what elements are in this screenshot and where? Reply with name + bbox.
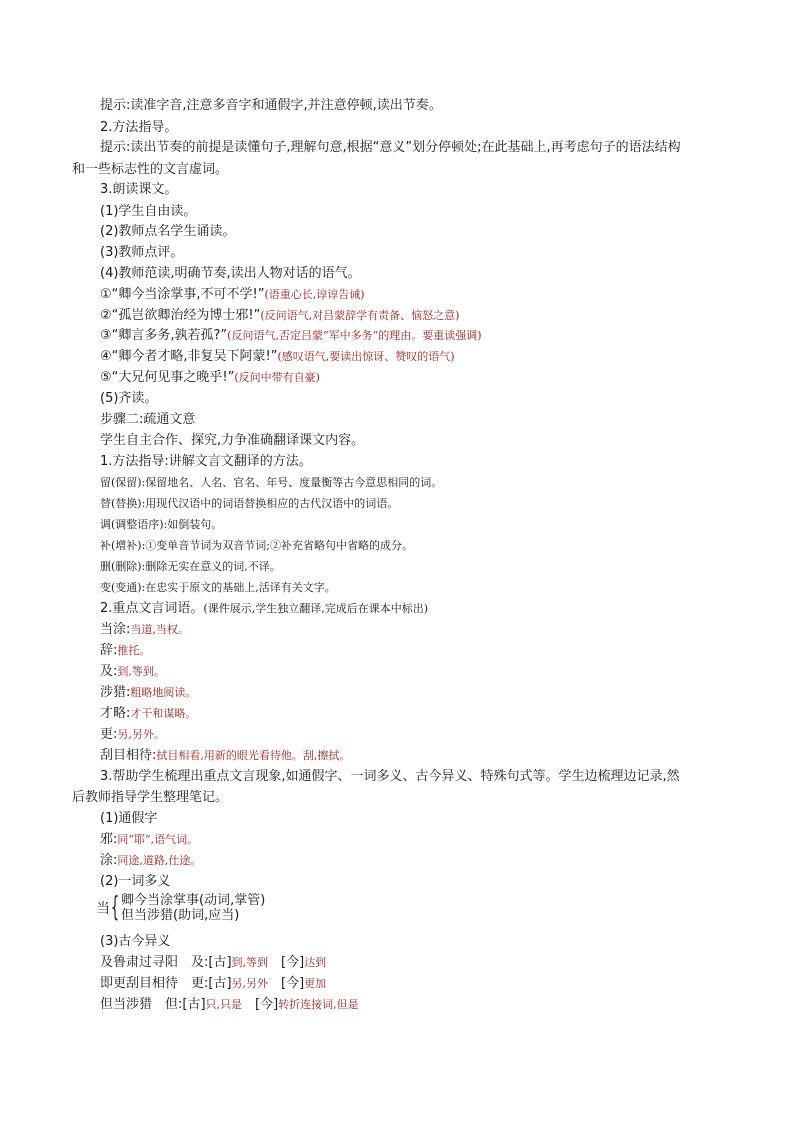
text-line: 调(调整语序):如倒装句。 [100, 518, 223, 531]
text-line: 1.方法指导:讲解文言文翻译的方法。 [100, 454, 312, 469]
text-line: ②“孤岂欲卿治经为博士邪!”(反问语气,对吕蒙辞学有责备、恼怒之意) [100, 308, 460, 323]
polysemy-item: 卿今当涂掌事(动词,掌管) [121, 893, 266, 908]
text-line: 涉猎:粗略地阅读。 [100, 685, 197, 700]
text-line: 辞:推托。 [100, 643, 151, 658]
text-line: 即更刮目相待 更:[古]另,另外 [今]更加 [100, 976, 327, 991]
text-line: ④“卿今者才略,非复吴下阿蒙!”(感叹语气,要读出惊讶、赞叹的语气) [100, 349, 455, 364]
text-line: (3)古今异义 [100, 934, 171, 949]
text-line: 删(删除):删除无实在意义的词,不译。 [100, 560, 281, 573]
text-line: 邪:同“耶”,语气词。 [100, 832, 199, 847]
polysemy-character: 当 [96, 901, 110, 917]
text-line: 才略:才干和谋略。 [100, 706, 197, 721]
text-line: 替(替换):用现代汉语中的词语替换相应的古代汉语中的词语。 [100, 497, 399, 510]
text-line: 2.方法指导。 [100, 120, 178, 135]
polysemy-item: 但当涉猎(助词,应当) [121, 908, 240, 923]
text-line: 步骤二:疏通文意 [100, 412, 196, 427]
text-line: (1)通假字 [100, 811, 158, 826]
text-line: 更:另,另外。 [100, 727, 165, 742]
text-line: 补(增补):①变单音节词为双音节词;②补充省略句中省略的成分。 [100, 539, 413, 552]
text-line: 学生自主合作、探究,力争准确翻译课文内容。 [100, 433, 365, 448]
text-line: 和一些标志性的文言虚词。 [72, 162, 229, 177]
text-line: (4)教师范读,明确节奏,读出人物对话的语气。 [100, 266, 361, 281]
text-line: 后教师指导学生整理笔记。 [72, 790, 229, 805]
text-line: 留(保留):保留地名、人名、官名、年号、度量衡等古今意思相同的词。 [100, 476, 443, 489]
text-line: (1)学生自由读。 [100, 204, 197, 219]
text-line: 涂:同途,道路,仕途。 [100, 853, 202, 868]
text-line: (2)教师点名学生诵读。 [100, 224, 236, 239]
text-line: 但当涉猎 但:[古]只,只是 [今]转折连接词,但是 [100, 997, 359, 1012]
text-line: 及:到,等到。 [100, 664, 165, 679]
text-line: 提示:读出节奏的前提是读懂句子,理解句意,根据“意义”划分停顿处;在此基础上,再考虑句子的语法结构 [100, 140, 681, 155]
text-line: 3.帮助学生梳理出重点文言现象,如通假字、一词多义、古今异义、特殊句式等。学生边梳理边记录,然 [100, 769, 680, 784]
text-line: 2.重点文言词语。(课件展示,学生独立翻译,完成后在课本中标出) [100, 601, 428, 616]
text-line: ⑤“大兄何见事之晚乎!”(反问中带有自豪) [100, 370, 320, 385]
left-brace-icon: { [111, 890, 120, 923]
text-line: ③“卿言多务,孰若孤?”(反问语气,否定吕蒙“军中多务”的理由。要重读强调) [100, 328, 482, 343]
text-line: 刮目相待:拭目相看,用新的眼光看待他。刮,擦拭。 [100, 748, 351, 763]
text-line: 当涂:当道,当权。 [100, 622, 189, 637]
polysemy-brace-group [96, 889, 396, 925]
text-line: 3.朗读课文。 [100, 182, 178, 197]
text-line: 及鲁肃过寻阳 及:[古]到,等到 [今]达到 [100, 955, 327, 970]
text-line: (3)教师点评。 [100, 245, 184, 260]
text-line: 变(变通):在忠实于原文的基础上,活译有关文字。 [100, 581, 336, 594]
text-line: (5)齐读。 [100, 391, 158, 406]
text-line: 提示:读准字音,注意多音字和通假字,并注意停顿,读出节奏。 [100, 98, 442, 113]
text-line: (2)一词多义 [100, 874, 171, 889]
text-line: ①“卿今当涂掌事,不可不学!”(语重心长,谆谆告诫) [100, 287, 365, 302]
